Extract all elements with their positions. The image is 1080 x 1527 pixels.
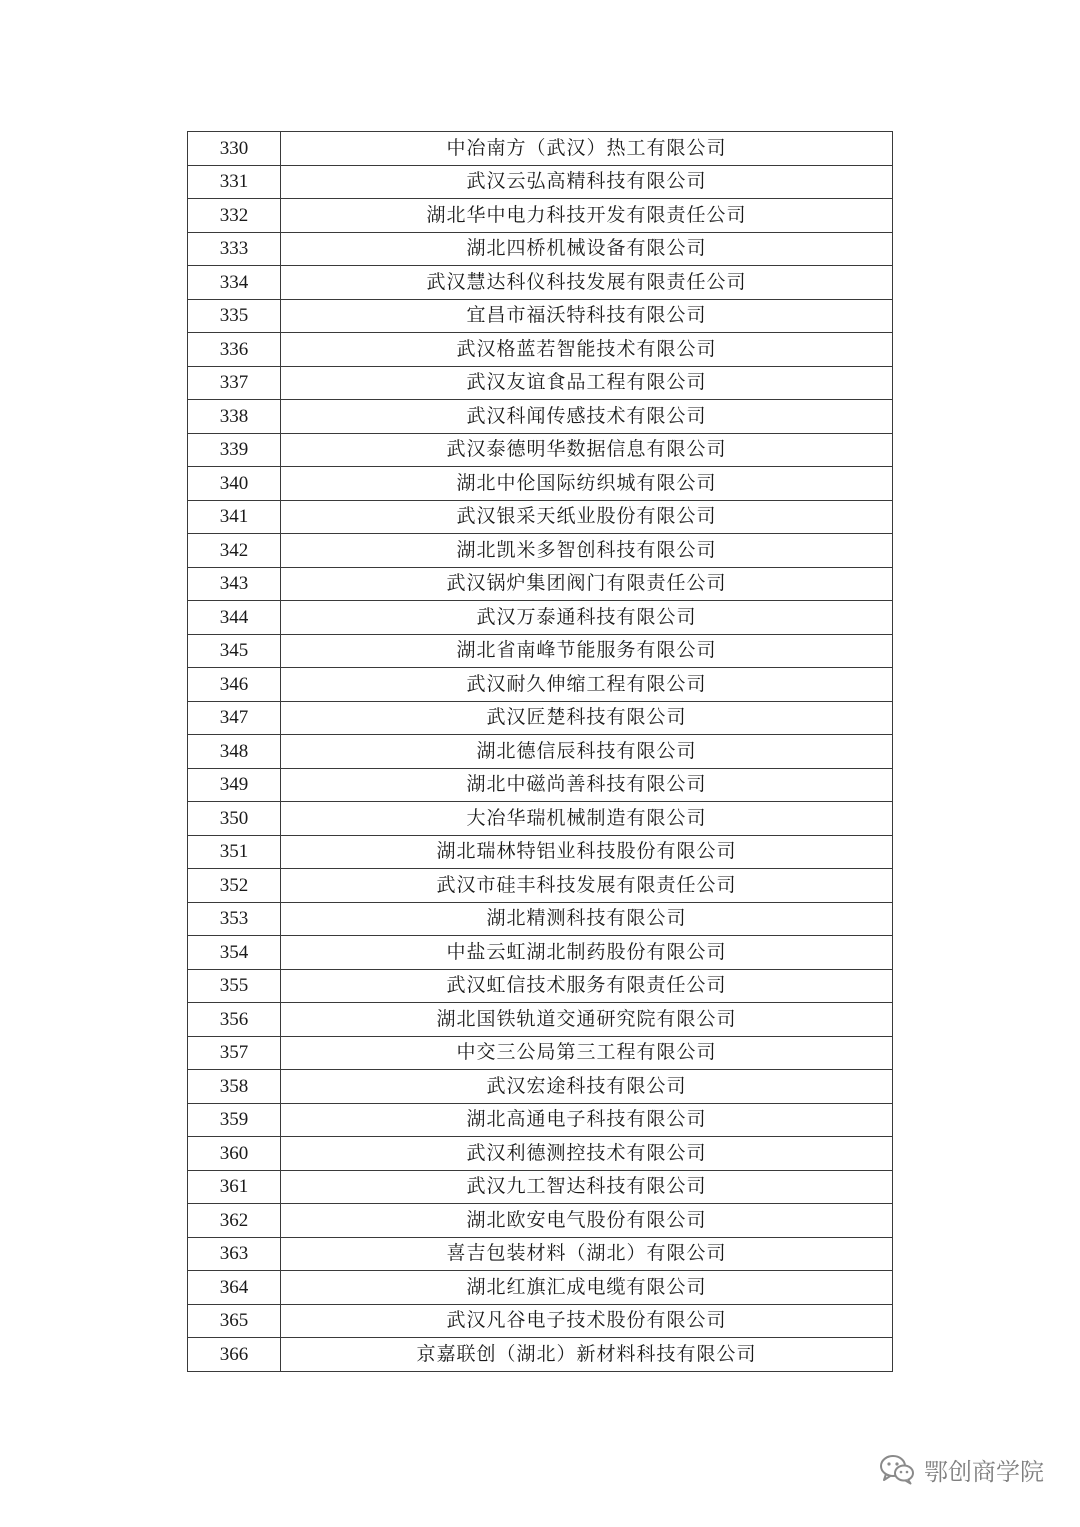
- row-number: 352: [188, 869, 281, 903]
- row-number: 340: [188, 467, 281, 501]
- company-name: 中盐云虹湖北制药股份有限公司: [281, 936, 893, 970]
- company-name: 武汉万泰通科技有限公司: [281, 601, 893, 635]
- table-row: [188, 1036, 893, 1070]
- table-row: [188, 1338, 893, 1372]
- row-number: 341: [188, 500, 281, 534]
- row-number: 344: [188, 601, 281, 635]
- row-number: 354: [188, 936, 281, 970]
- wechat-watermark: [878, 1449, 1044, 1489]
- company-name: 武汉格蓝若智能技术有限公司: [281, 333, 893, 367]
- table-row: [188, 199, 893, 233]
- row-number: 357: [188, 1036, 281, 1070]
- table-row: [188, 869, 893, 903]
- table-row: [188, 1237, 893, 1271]
- company-name: 武汉耐久伸缩工程有限公司: [281, 668, 893, 702]
- company-name: 湖北高通电子科技有限公司: [281, 1103, 893, 1137]
- company-name: 武汉锅炉集团阀门有限责任公司: [281, 567, 893, 601]
- table-row: [188, 467, 893, 501]
- row-number: 361: [188, 1170, 281, 1204]
- table-row: [188, 132, 893, 166]
- company-name: 武汉银采天纸业股份有限公司: [281, 500, 893, 534]
- table-row: [188, 400, 893, 434]
- table-row: [188, 902, 893, 936]
- table-row: [188, 768, 893, 802]
- table-row: [188, 835, 893, 869]
- row-number: 330: [188, 132, 281, 166]
- table-row: [188, 735, 893, 769]
- table-row: [188, 634, 893, 668]
- table-row: [188, 668, 893, 702]
- row-number: 336: [188, 333, 281, 367]
- company-list-table: [187, 131, 893, 1372]
- row-number: 366: [188, 1338, 281, 1372]
- company-name: 大冶华瑞机械制造有限公司: [281, 802, 893, 836]
- company-name: 武汉凡谷电子技术股份有限公司: [281, 1304, 893, 1338]
- company-name: 中交三公局第三工程有限公司: [281, 1036, 893, 1070]
- company-name: 湖北四桥机械设备有限公司: [281, 232, 893, 266]
- table-row: [188, 266, 893, 300]
- table-row: [188, 1070, 893, 1104]
- company-name: 湖北德信辰科技有限公司: [281, 735, 893, 769]
- table-row: [188, 701, 893, 735]
- company-name: 武汉友谊食品工程有限公司: [281, 366, 893, 400]
- company-name: 京嘉联创（湖北）新材料科技有限公司: [281, 1338, 893, 1372]
- row-number: 349: [188, 768, 281, 802]
- table-row: [188, 567, 893, 601]
- company-name: 中冶南方（武汉）热工有限公司: [281, 132, 893, 166]
- table-row: [188, 333, 893, 367]
- row-number: 343: [188, 567, 281, 601]
- table-row: [188, 1204, 893, 1238]
- row-number: 331: [188, 165, 281, 199]
- row-number: 356: [188, 1003, 281, 1037]
- company-name: 湖北精测科技有限公司: [281, 902, 893, 936]
- company-name: 武汉宏途科技有限公司: [281, 1070, 893, 1104]
- row-number: 358: [188, 1070, 281, 1104]
- company-name: 宜昌市福沃特科技有限公司: [281, 299, 893, 333]
- table-row: [188, 1103, 893, 1137]
- row-number: 363: [188, 1237, 281, 1271]
- watermark-text: 鄂创商学院: [924, 1457, 1044, 1486]
- row-number: 335: [188, 299, 281, 333]
- table-row: [188, 1003, 893, 1037]
- row-number: 333: [188, 232, 281, 266]
- row-number: 337: [188, 366, 281, 400]
- row-number: 360: [188, 1137, 281, 1171]
- company-name: 湖北红旗汇成电缆有限公司: [281, 1271, 893, 1305]
- wechat-icon: [878, 1453, 916, 1485]
- company-name: 武汉慧达科仪科技发展有限责任公司: [281, 266, 893, 300]
- row-number: 353: [188, 902, 281, 936]
- table-row: [188, 500, 893, 534]
- company-name: 武汉科闻传感技术有限公司: [281, 400, 893, 434]
- table-row: [188, 1137, 893, 1171]
- table-row: [188, 601, 893, 635]
- table-row: [188, 366, 893, 400]
- row-number: 351: [188, 835, 281, 869]
- company-name: 湖北中磁尚善科技有限公司: [281, 768, 893, 802]
- table-row: [188, 969, 893, 1003]
- company-name: 喜吉包装材料（湖北）有限公司: [281, 1237, 893, 1271]
- row-number: 339: [188, 433, 281, 467]
- table-row: [188, 936, 893, 970]
- company-name: 武汉利德测控技术有限公司: [281, 1137, 893, 1171]
- company-name: 武汉虹信技术服务有限责任公司: [281, 969, 893, 1003]
- table-row: [188, 232, 893, 266]
- row-number: 347: [188, 701, 281, 735]
- company-name: 湖北华中电力科技开发有限责任公司: [281, 199, 893, 233]
- table-row: [188, 1304, 893, 1338]
- company-list-body: [188, 132, 893, 1372]
- row-number: 338: [188, 400, 281, 434]
- company-name: 武汉云弘高精科技有限公司: [281, 165, 893, 199]
- company-name: 武汉九工智达科技有限公司: [281, 1170, 893, 1204]
- company-name: 湖北省南峰节能服务有限公司: [281, 634, 893, 668]
- company-name: 湖北欧安电气股份有限公司: [281, 1204, 893, 1238]
- company-name: 武汉市硅丰科技发展有限责任公司: [281, 869, 893, 903]
- row-number: 332: [188, 199, 281, 233]
- table-row: [188, 802, 893, 836]
- row-number: 350: [188, 802, 281, 836]
- table-row: [188, 1170, 893, 1204]
- row-number: 342: [188, 534, 281, 568]
- row-number: 365: [188, 1304, 281, 1338]
- row-number: 364: [188, 1271, 281, 1305]
- row-number: 334: [188, 266, 281, 300]
- row-number: 355: [188, 969, 281, 1003]
- row-number: 345: [188, 634, 281, 668]
- row-number: 359: [188, 1103, 281, 1137]
- company-name: 湖北瑞林特铝业科技股份有限公司: [281, 835, 893, 869]
- company-name: 武汉匠楚科技有限公司: [281, 701, 893, 735]
- company-name: 湖北国铁轨道交通研究院有限公司: [281, 1003, 893, 1037]
- company-name: 湖北中伦国际纺织城有限公司: [281, 467, 893, 501]
- table-row: [188, 299, 893, 333]
- row-number: 348: [188, 735, 281, 769]
- company-name: 武汉泰德明华数据信息有限公司: [281, 433, 893, 467]
- table-row: [188, 165, 893, 199]
- company-name: 湖北凯米多智创科技有限公司: [281, 534, 893, 568]
- table-row: [188, 433, 893, 467]
- row-number: 346: [188, 668, 281, 702]
- table-row: [188, 1271, 893, 1305]
- row-number: 362: [188, 1204, 281, 1238]
- table-row: [188, 534, 893, 568]
